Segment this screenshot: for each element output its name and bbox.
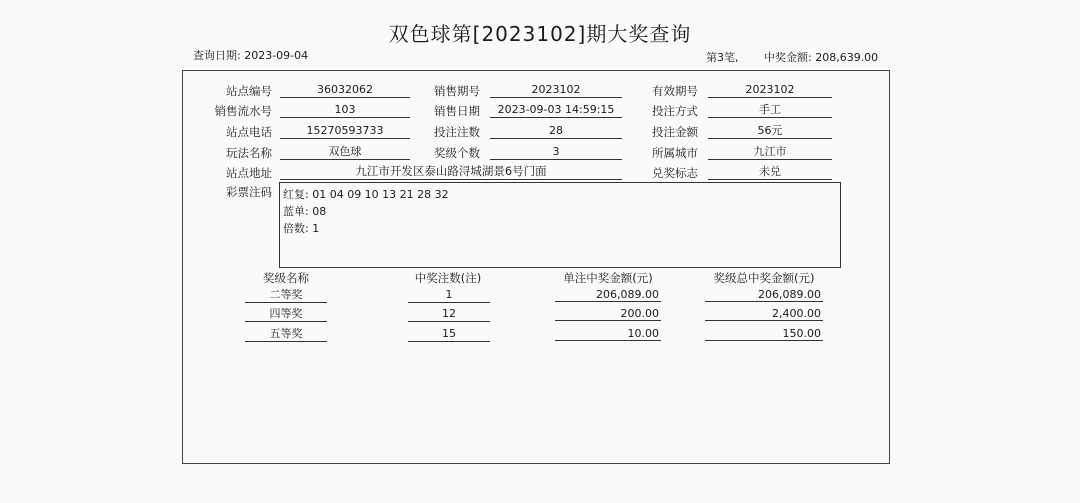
summary — [706, 49, 878, 65]
game-name-label: 玩法名称 — [226, 146, 272, 160]
table-row-2-total: 2,400.00 — [705, 306, 823, 321]
sale-issue-value: 2023102 — [490, 82, 622, 98]
header-prize-name: 奖级名称 — [263, 271, 309, 285]
prize-levels-value: 3 — [490, 144, 622, 160]
bet-method-label: 投注方式 — [652, 104, 698, 118]
station-no-value: 36032062 — [280, 82, 410, 98]
prize-levels-label: 奖级个数 — [434, 146, 480, 160]
table-row-1-name: 二等奖 — [245, 287, 327, 303]
table-row-1-unit: 206,089.00 — [555, 287, 661, 302]
prize-total: 中奖金额: 208,639.00 — [764, 51, 879, 64]
red-numbers: 红复: 01 04 09 10 13 21 28 32 — [283, 188, 449, 201]
bet-amount-value: 56元 — [708, 123, 832, 139]
redeem-flag-label: 兑奖标志 — [652, 166, 698, 180]
bet-count-label: 投注注数 — [434, 125, 480, 139]
valid-issue-value: 2023102 — [708, 82, 832, 98]
table-row-3-unit: 10.00 — [555, 326, 661, 341]
bet-count-value: 28 — [490, 123, 622, 139]
table-row-3-name: 五等奖 — [245, 326, 327, 342]
query-date: 查询日期: 2023-09-04 — [193, 49, 309, 62]
sale-issue-label: 销售期号 — [434, 84, 480, 98]
page-title: 双色球第[2023102]期大奖查询 — [388, 22, 692, 46]
serial-no-label: 销售流水号 — [214, 104, 272, 118]
redeem-flag-value: 未兑 — [708, 164, 832, 180]
record-count: 第3笔, — [706, 51, 739, 64]
sale-date-label: 销售日期 — [434, 104, 480, 118]
table-row-2-name: 四等奖 — [245, 306, 327, 322]
bet-amount-label: 投注金额 — [652, 125, 698, 139]
serial-no-value: 103 — [280, 102, 410, 118]
table-row-1-total: 206,089.00 — [705, 287, 823, 302]
table-row-2-count: 12 — [408, 306, 490, 322]
header-total-amount: 奖级总中奖金额(元) — [713, 271, 815, 285]
table-row-3-count: 15 — [408, 326, 490, 342]
table-row-1-count: 1 — [408, 287, 490, 303]
table-row-2-unit: 200.00 — [555, 306, 661, 321]
valid-issue-label: 有效期号 — [652, 84, 698, 98]
header-unit-amount: 单注中奖金额(元) — [563, 271, 653, 285]
city-value: 九江市 — [708, 144, 832, 160]
header-win-count: 中奖注数(注) — [414, 271, 482, 285]
address-label: 站点地址 — [226, 166, 272, 180]
game-name-value: 双色球 — [280, 144, 410, 160]
multiple: 倍数: 1 — [283, 222, 320, 235]
address-value: 九江市开发区泰山路浔城湖景6号门面 — [280, 164, 622, 180]
phone-label: 站点电话 — [226, 125, 272, 139]
ticket-label: 彩票注码 — [226, 185, 272, 199]
station-no-label: 站点编号 — [226, 84, 272, 98]
city-label: 所属城市 — [652, 146, 698, 160]
phone-value: 15270593733 — [280, 123, 410, 139]
ticket-box — [279, 182, 841, 268]
bet-method-value: 手工 — [708, 102, 832, 118]
blue-numbers: 蓝单: 08 — [283, 205, 327, 218]
table-row-3-total: 150.00 — [705, 326, 823, 341]
sale-date-value: 2023-09-03 14:59:15 — [490, 102, 622, 118]
